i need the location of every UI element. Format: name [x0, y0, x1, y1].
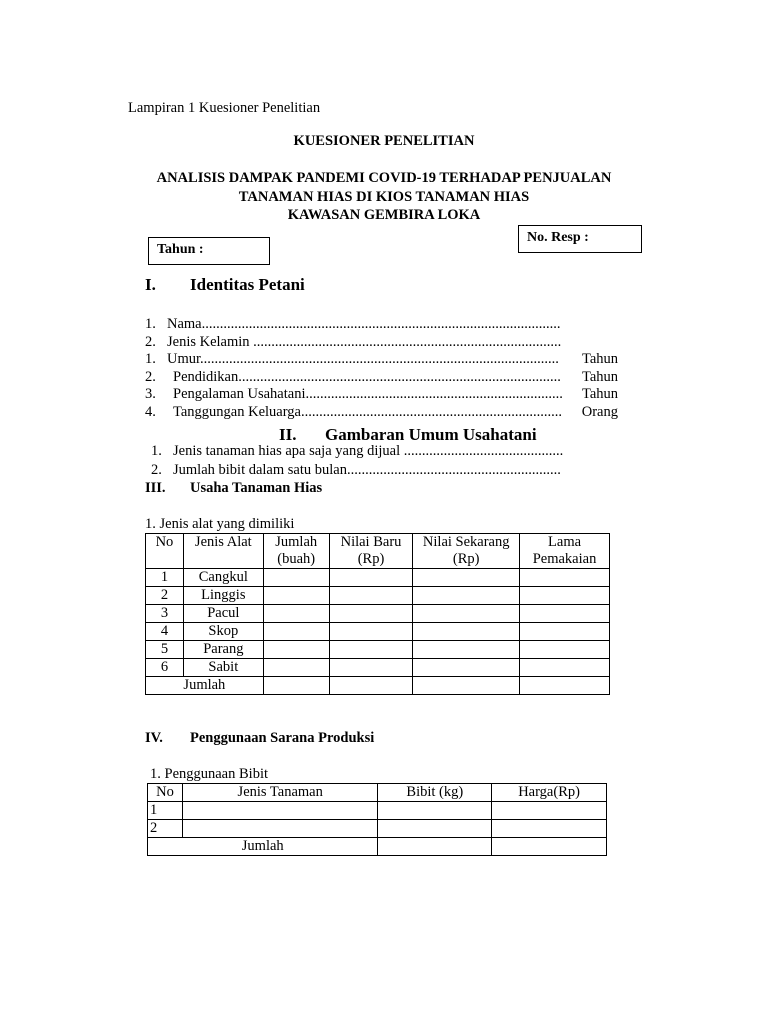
tool-row-input-cell[interactable]: [263, 605, 329, 623]
tool-row-input-cell[interactable]: [520, 605, 610, 623]
identity-item-unit: Orang: [581, 404, 618, 420]
tool-row-input-cell[interactable]: [263, 623, 329, 641]
section4-title: Penggunaan Sarana Produksi: [190, 730, 375, 746]
tool-row-input-cell[interactable]: [329, 569, 413, 587]
identity-item-number: 2.: [145, 333, 156, 350]
section1-title: Identitas Petani: [190, 275, 305, 294]
identity-item: [0, 404, 618, 422]
tool-table-row: [146, 587, 610, 605]
seed-row-input-cell[interactable]: [182, 820, 378, 838]
tahun-label: Tahun :: [157, 242, 204, 257]
section3-number: III.: [145, 480, 166, 496]
section1-number: I.: [145, 275, 156, 294]
seed-table: [147, 783, 607, 856]
subtitle-line-3: KAWASAN GEMBIRA LOKA: [287, 207, 481, 223]
identity-item-text: Nama...................................................................................................: [167, 316, 561, 332]
seed-table-header-cell: Bibit (kg): [378, 784, 492, 802]
tool-table-row: [146, 641, 610, 659]
identity-item-text: Umur...................................................................................................: [167, 351, 559, 368]
section4-question: 1. Penggunaan Bibit: [150, 766, 269, 782]
document-title: KUESIONER PENELITIAN: [293, 133, 475, 149]
appendix-label: Lampiran 1 Kuesioner Penelitian: [128, 100, 321, 116]
seed-row-input-cell[interactable]: [182, 802, 378, 820]
tool-row-input-cell[interactable]: [263, 569, 329, 587]
seed-table-header-cell: Harga(Rp): [492, 784, 607, 802]
tool-total-input-cell[interactable]: [413, 677, 520, 695]
identity-item: [0, 334, 618, 352]
tool-total-input-cell[interactable]: [329, 677, 413, 695]
tool-row-number: 2: [146, 587, 184, 605]
section2-number: II.: [279, 425, 297, 444]
seed-row-number: 1: [148, 802, 183, 820]
seed-row-input-cell[interactable]: [378, 802, 492, 820]
tool-total-label: Jumlah: [146, 677, 264, 695]
tool-table-header: [146, 534, 610, 569]
tool-row-input-cell[interactable]: [413, 641, 520, 659]
tool-table-header-cell: Nilai Baru (Rp): [329, 534, 413, 569]
tool-row-input-cell[interactable]: [520, 659, 610, 677]
tool-table-header-cell: Lama Pemakaian: [520, 534, 610, 569]
tool-row-input-cell[interactable]: [329, 641, 413, 659]
tool-row-number: 4: [146, 623, 184, 641]
tool-row-input-cell[interactable]: [413, 623, 520, 641]
tool-row-input-cell[interactable]: [263, 659, 329, 677]
seed-total-label: Jumlah: [148, 838, 378, 856]
section3-question: 1. Jenis alat yang dimiliki: [145, 516, 295, 532]
tool-table-row: [146, 605, 610, 623]
identity-item-unit: Tahun: [581, 386, 618, 403]
tool-total-input-cell[interactable]: [263, 677, 329, 695]
tool-row-number: 6: [146, 659, 184, 677]
tool-row-input-cell[interactable]: [329, 659, 413, 677]
tool-row-input-cell[interactable]: [413, 605, 520, 623]
identity-item-number: 1.: [145, 316, 156, 332]
tool-total-input-cell[interactable]: [520, 677, 610, 695]
seed-row-number: 2: [148, 820, 183, 838]
tool-row-input-cell[interactable]: [520, 569, 610, 587]
identity-item-number: 4.: [145, 404, 156, 420]
subtitle-line-1: ANALISIS DAMPAK PANDEMI COVID-19 TERHADAP PENJUALAN: [156, 170, 612, 186]
identity-item: [0, 369, 618, 387]
tool-row-name: Cangkul: [183, 569, 263, 587]
seed-table-header: [148, 784, 607, 802]
tool-row-input-cell[interactable]: [329, 587, 413, 605]
tool-table-row: [146, 569, 610, 587]
tool-row-input-cell[interactable]: [413, 569, 520, 587]
tool-row-input-cell[interactable]: [263, 587, 329, 605]
tool-row-input-cell[interactable]: [329, 605, 413, 623]
overview-item-number: 2.: [151, 462, 162, 478]
section3-title: Usaha Tanaman Hias: [190, 480, 323, 496]
tool-table-row: [146, 623, 610, 641]
tool-row-name: Pacul: [183, 605, 263, 623]
tool-row-number: 1: [146, 569, 184, 587]
identity-item: [0, 316, 618, 334]
overview-item-text: Jumlah bibit dalam satu bulan...........................................................: [173, 462, 561, 478]
no-resp-box[interactable]: [518, 225, 642, 253]
tool-row-input-cell[interactable]: [520, 623, 610, 641]
seed-table-row: [148, 820, 607, 838]
section2-title: Gambaran Umum Usahatani: [325, 425, 537, 444]
tool-row-name: Linggis: [183, 587, 263, 605]
identity-item-text: Pengalaman Usahatani.......................................................................: [173, 386, 563, 403]
tool-row-input-cell[interactable]: [413, 659, 520, 677]
overview-item-text: Jenis tanaman hias apa saja yang dijual ............................................: [173, 443, 564, 459]
tool-table-row: [146, 659, 610, 677]
tool-row-number: 5: [146, 641, 184, 659]
tool-row-name: Sabit: [183, 659, 263, 677]
no-resp-label: No. Resp :: [527, 230, 589, 245]
identity-item-unit: Tahun: [581, 368, 618, 385]
seed-table-header-cell: Jenis Tanaman: [182, 784, 378, 802]
subtitle-line-2: TANAMAN HIAS DI KIOS TANAMAN HIAS: [238, 189, 530, 205]
identity-item-unit: Tahun: [581, 351, 618, 368]
tool-table-header-cell: No: [146, 534, 184, 569]
identity-item: [0, 351, 618, 369]
identity-item: [0, 386, 618, 404]
tool-table: [145, 533, 610, 695]
section4-number: IV.: [145, 730, 163, 746]
tool-table-header-cell: Nilai Sekarang (Rp): [413, 534, 520, 569]
tool-row-input-cell[interactable]: [413, 587, 520, 605]
identity-item-text: Tanggungan Keluarga........................................................................: [173, 404, 562, 420]
seed-total-input-cell[interactable]: [378, 838, 492, 856]
identity-item-number: 3.: [145, 386, 156, 403]
overview-item-number: 1.: [151, 443, 162, 459]
tool-table-header-cell: Jumlah (buah): [263, 534, 329, 569]
overview-item: [0, 443, 600, 461]
seed-row-input-cell[interactable]: [492, 802, 607, 820]
tool-row-name: Parang: [183, 641, 263, 659]
tool-row-input-cell[interactable]: [263, 641, 329, 659]
seed-total-input-cell[interactable]: [492, 838, 607, 856]
seed-table-header-cell: No: [148, 784, 183, 802]
overview-item: [0, 462, 600, 480]
seed-table-row: [148, 802, 607, 820]
tool-row-name: Skop: [183, 623, 263, 641]
tahun-box[interactable]: [148, 237, 270, 265]
seed-table-total-row: [148, 838, 607, 856]
seed-row-input-cell[interactable]: [378, 820, 492, 838]
tool-row-input-cell[interactable]: [520, 587, 610, 605]
seed-row-input-cell[interactable]: [492, 820, 607, 838]
tool-row-input-cell[interactable]: [329, 623, 413, 641]
tool-table-total-row: [146, 677, 610, 695]
identity-item-text: Jenis Kelamin .....................................................................................: [167, 333, 562, 350]
tool-row-number: 3: [146, 605, 184, 623]
identity-item-text: Pendidikan.........................................................................................: [173, 368, 561, 385]
identity-item-number: 2.: [145, 368, 156, 385]
identity-item-number: 1.: [145, 351, 156, 368]
tool-table-header-cell: Jenis Alat: [183, 534, 263, 569]
tool-row-input-cell[interactable]: [520, 641, 610, 659]
